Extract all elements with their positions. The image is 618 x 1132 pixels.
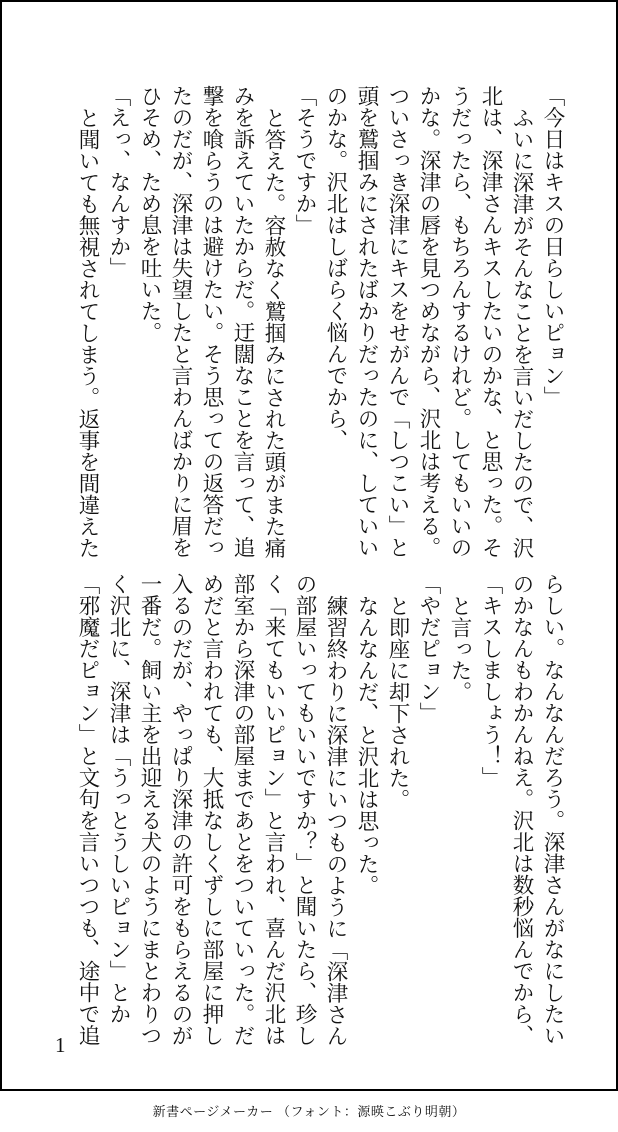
paragraph: 「そうですか」: [293, 85, 317, 236]
paragraph: 「キスしましょう！」: [479, 573, 503, 788]
paragraph: 練習終わりに深津にいつものように「深津さんの部屋いってもいいですか？」と聞いたら、珍しく「来てもいいピョン」と言われ、喜んだ沢北は部室から深津の部屋まであとをついていった。だめだと言われても、大抵なしくずしに部屋に押し入るのだが、やっぱり深津の許可をもらえるのが一番だ。飼い主を出迎える犬のようにまとわりつく沢北に、深津は「うっとうしいピョン」とか「邪魔だピョン」と文句を言いつつも、途中で追: [76, 573, 348, 1046]
text-block-top: [72, 85, 568, 562]
paragraph: 「やだピョン」: [417, 573, 441, 724]
paragraph: なんなんだ、と沢北は思った。: [355, 594, 379, 896]
paragraph: 「えっ、なんすか」: [107, 85, 131, 279]
paragraph: 「今日はキスの日らしいピョン」: [541, 85, 565, 408]
paragraph: と答えた。容赦なく鷲掴みにされた頭がまた痛みを訴えていたからだ。迂闊なことを言って、追撃を喰らうのは避けたい。そう思っての返答だったのだが、深津は失望したと言わんばかりに眉をひそめ、ため息を吐いた。: [138, 85, 286, 558]
page-number: 1: [55, 1033, 66, 1057]
paragraph: と聞いても無視されてしまう。返事を間違えた: [76, 106, 100, 558]
paragraph: と即座に却下された。: [386, 594, 410, 810]
paragraph: らしい。なんなんだろう。深津さんがなにしたいのかなんもわかんねえ。沢北は数秒悩んでから、: [510, 573, 565, 1046]
footer-caption: 新書ページメーカー （フォント：源暎こぶり明朝）: [152, 1104, 466, 1119]
paragraph: と言った。: [448, 594, 472, 702]
paragraph: ふいに深津がそんなことを言いだしたので、沢北は、深津さんキスしたいのかな、と思った。そうだったら、もちろんするけれど。してもいいのかな。深津の唇を見つめながら、沢北は考える。ついさっき深津にキスをせがんで「しつこい」と頭を鷲掴みにされたばかりだったのに、していいのかな。沢北はしばらく悩んでから、: [324, 85, 534, 558]
text-block-bottom: [72, 573, 568, 1050]
